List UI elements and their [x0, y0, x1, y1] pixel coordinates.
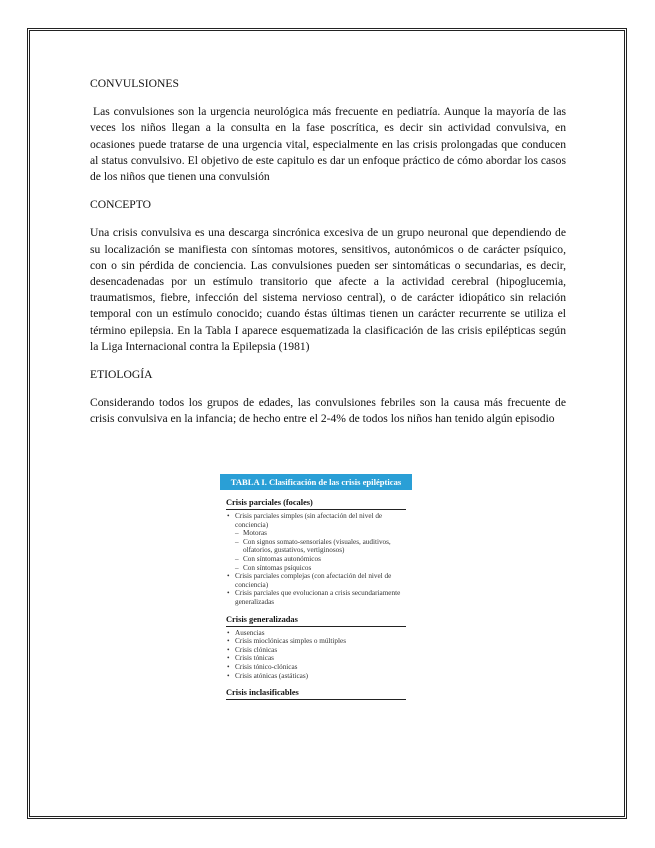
heading-etiologia: ETIOLOGÍA — [90, 368, 153, 382]
etiologia-paragraph: Considerando todos los grupos de edades, las convulsiones febriles son la causa más frecuente de crisis convulsiva en la infancia; de hecho entre el 2-4% de todos los niños han tenido algún episodio — [90, 396, 566, 426]
generalized-list-item: • Crisis tónicas — [226, 654, 406, 663]
concepto-paragraph: Una crisis convulsiva es una descarga sincrónica excesiva de un grupo neuronal que dependiendo de su localización se manifiesta con síntomas motores, sensitivos, autonómicos o de carácter psíquico, con o sin pérdida de conciencia. Las convulsiones pueden ser sintomáticas o secundarias, es decir, desencadenadas por un estímulo transitorio que afecte a la actividad cerebral (hipoglucemia, traumatismos, fiebre, infección del sistema nervioso central), o de carácter idiopático sin relación temporal con un estímulo conocido; cuando éstas últimas tienen un carácter recurrente se utiliza el término epilepsia. En la Tabla I aparece esquematizada la clasificación de las crisis epilépticas según la Liga Internacional contra la Epilepsia (1981) — [90, 226, 566, 353]
heading-convulsiones: CONVULSIONES — [90, 77, 179, 90]
partial-list-item: • Crisis parciales que evolucionan a crisis secundariamente generalizadas — [226, 589, 406, 606]
generalized-section — [220, 614, 412, 681]
generalized-list-item: • Crisis tónico-clónicas — [226, 663, 406, 672]
partial-list-item: • Crisis parciales complejas (con afectación del nivel de conciencia) — [226, 572, 406, 589]
heading-concepto: CONCEPTO — [90, 198, 151, 212]
partial-list-item: – Con síntomas psíquicos — [226, 564, 406, 573]
unclassifiable-heading: Crisis inclasificables — [226, 687, 406, 700]
generalized-list-item: • Crisis mioclónicas simples o múltiples — [226, 637, 406, 646]
partial-list-item: – Con síntomas autonómicos — [226, 555, 406, 564]
intro-paragraph: Las convulsiones son la urgencia neurológica más frecuente en pediatría. Aunque la mayoría de las veces los niños llegan a la consulta en la fase poscrítica, es decir sin actividad convulsiva, en ocasiones puede tratarse de una urgencia vital, especialmente en las crisis prolongadas que conducen al status convulsivo. El objetivo de este capitulo es dar un enfoque práctico de cómo abordar los casos de los niños que tienen una convulsión — [90, 105, 566, 184]
partial-list-item: – Motoras — [226, 529, 406, 538]
generalized-list-item: • Crisis atónicas (astáticas) — [226, 672, 406, 681]
partial-list-item: – Con signos somato-sensoriales (visuales, auditivos, olfatorios, gustativos, vertiginosos) — [226, 538, 406, 555]
generalized-list-item: • Ausencias — [226, 629, 406, 638]
partial-heading: Crisis parciales (focales) — [226, 497, 406, 510]
table-title: TABLA I. Clasificación de las crisis epilépticas — [220, 474, 412, 490]
generalized-list-item: • Crisis clónicas — [226, 646, 406, 655]
unclassifiable-section — [220, 687, 412, 700]
document-body — [90, 76, 566, 440]
generalized-heading: Crisis generalizadas — [226, 614, 406, 627]
partial-list — [226, 512, 406, 607]
generalized-list — [226, 629, 406, 681]
classification-table — [220, 474, 412, 764]
partial-list-item: • Crisis parciales simples (sin afectación del nivel de conciencia) — [226, 512, 406, 529]
partial-section — [220, 497, 412, 607]
